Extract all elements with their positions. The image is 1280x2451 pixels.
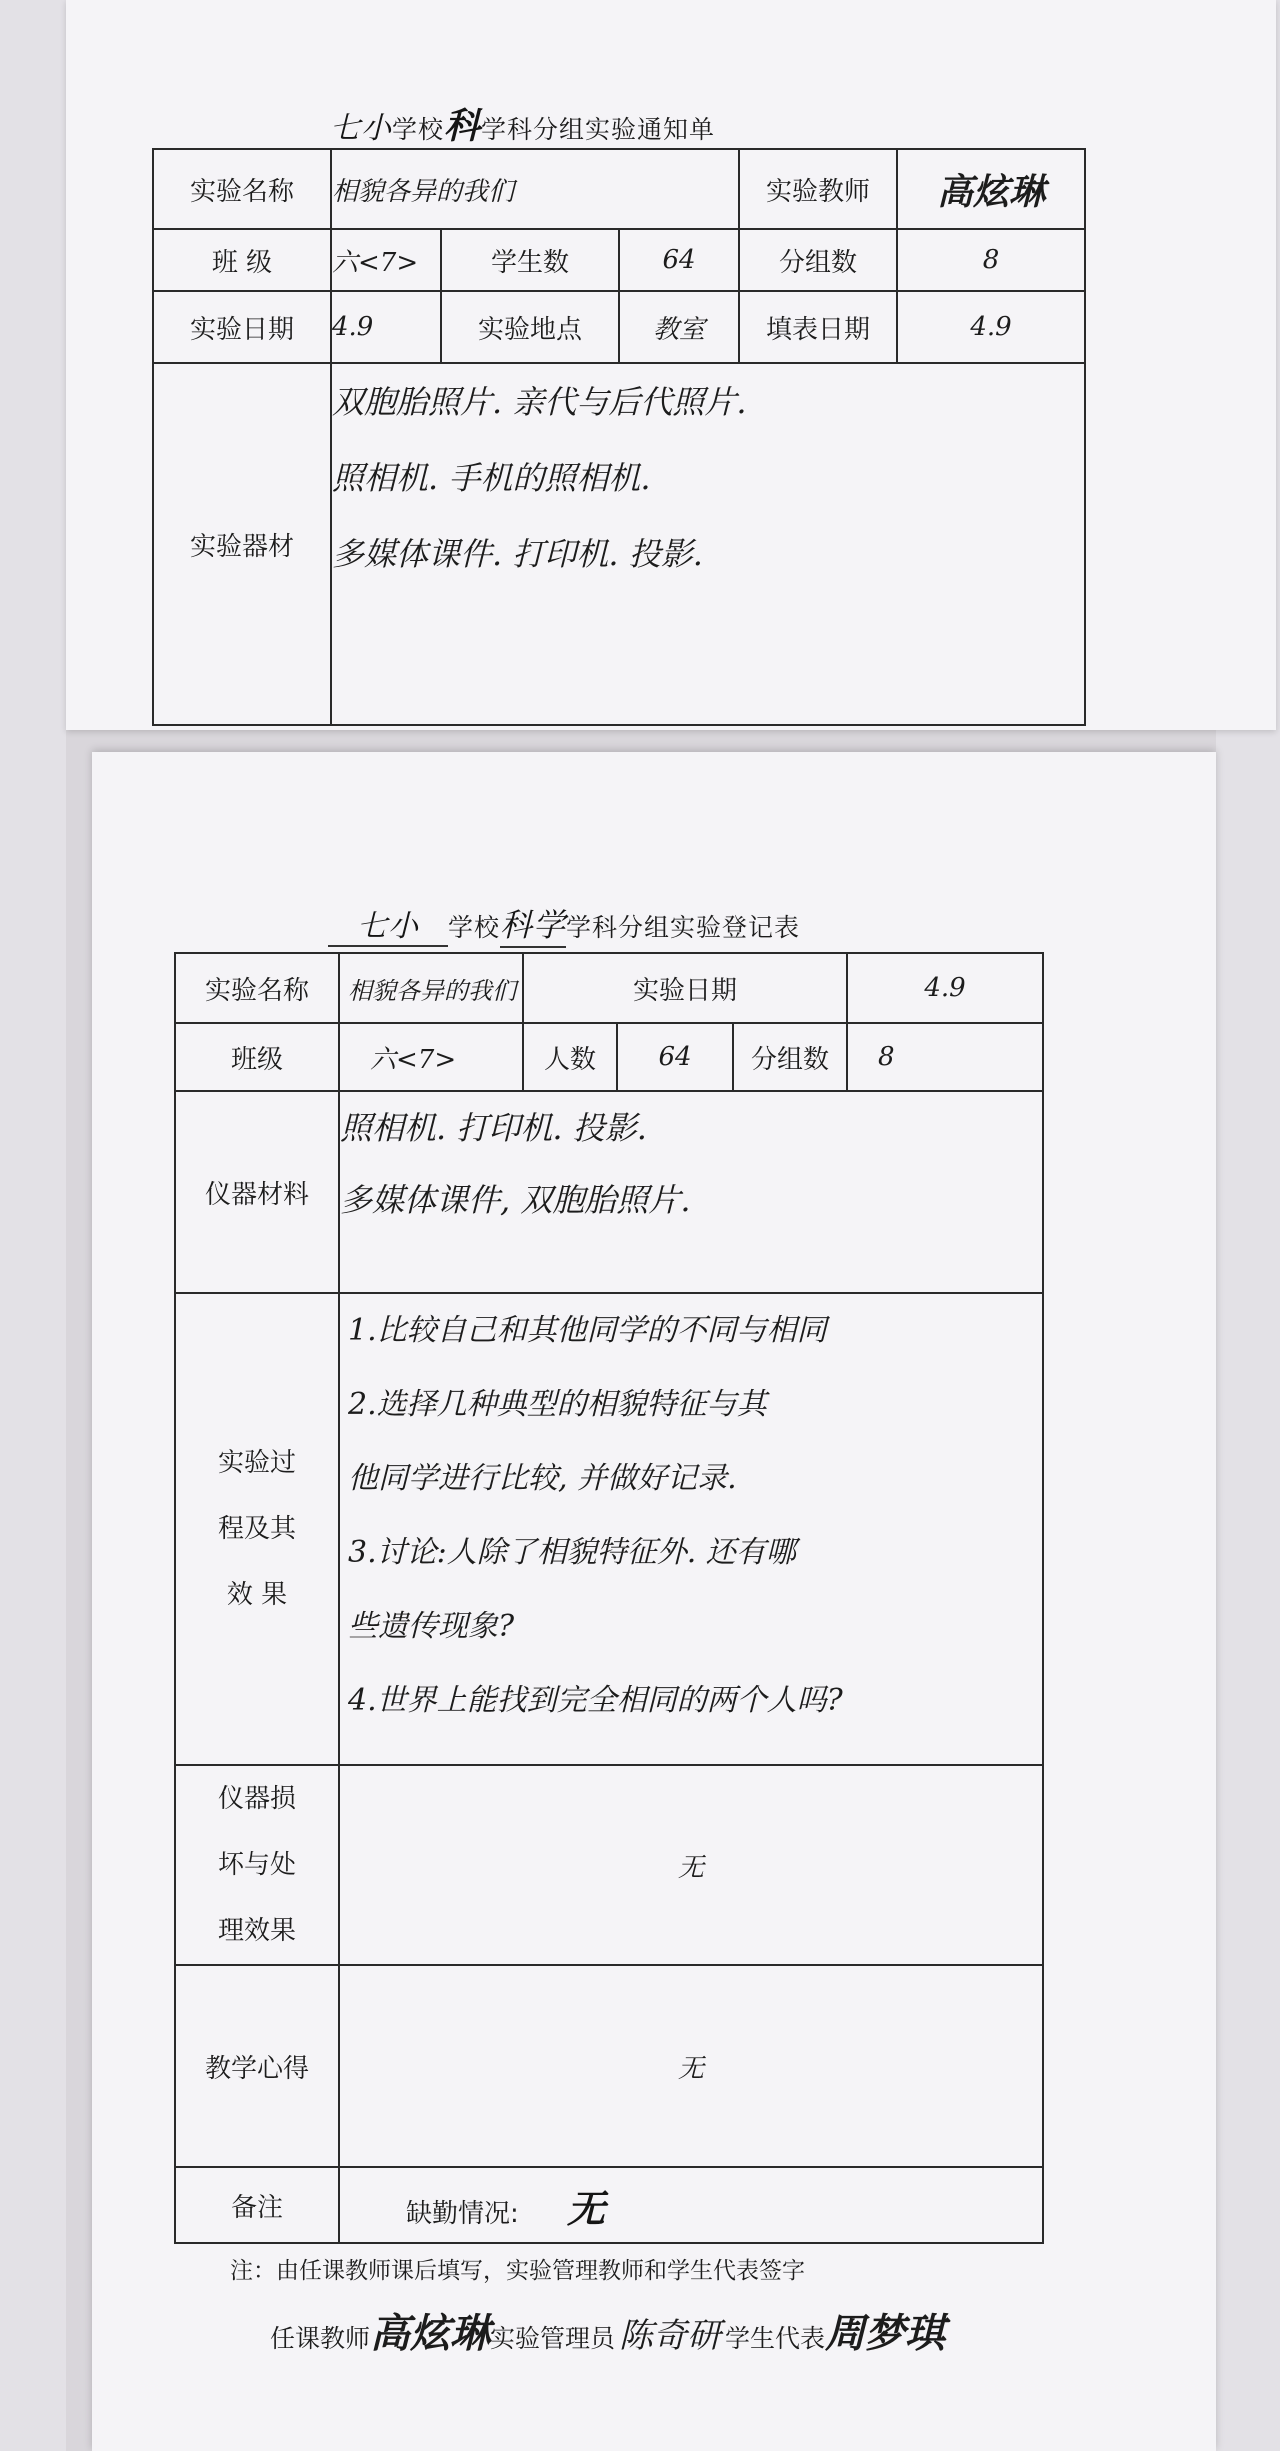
notice-table bbox=[152, 148, 1086, 726]
notice-date-label: 实验日期 bbox=[153, 291, 331, 363]
register-title-subject: 科学 bbox=[500, 900, 566, 948]
register-process-line: 他同学进行比较, 并做好记录. bbox=[348, 1461, 737, 1496]
register-materials-content bbox=[339, 1091, 1043, 1293]
notice-class-label: 班 级 bbox=[153, 229, 331, 291]
register-absence-label: 缺勤情况: bbox=[406, 2198, 519, 2229]
register-name-label: 实验名称 bbox=[175, 953, 339, 1023]
register-materials-label: 仪器材料 bbox=[175, 1091, 339, 1293]
register-damage-label-line: 理效果 bbox=[217, 1916, 296, 1946]
register-process-content bbox=[339, 1293, 1043, 1765]
register-title-school: 七小 bbox=[328, 901, 448, 947]
notice-place-value: 教室 bbox=[619, 291, 739, 363]
student-sign-label: 学生代表 bbox=[725, 2324, 826, 2353]
notice-name-label: 实验名称 bbox=[153, 149, 331, 229]
register-process-line: 4.世界上能找到完全相同的两个人吗? bbox=[348, 1683, 843, 1718]
register-reflection-value: 无 bbox=[339, 1965, 1043, 2167]
notice-sheet bbox=[66, 0, 1276, 730]
register-damage-label-line: 仪器损 bbox=[217, 1784, 296, 1814]
notice-equipment-content bbox=[331, 363, 1085, 725]
student-signature: 周梦琪 bbox=[825, 2310, 946, 2357]
notice-name-value: 相貌各异的我们 bbox=[331, 149, 739, 229]
register-process-label-line: 效 果 bbox=[226, 1580, 288, 1610]
notice-groups-label: 分组数 bbox=[739, 229, 897, 291]
register-process-line: 1.比较自己和其他同学的不同与相同 bbox=[348, 1313, 827, 1348]
register-damage-value: 无 bbox=[339, 1765, 1043, 1965]
register-date-value: 4.9 bbox=[847, 953, 1043, 1023]
register-table bbox=[174, 952, 1044, 2244]
manager-sign-label: 实验管理员 bbox=[490, 2324, 616, 2353]
notice-equipment-line: 照相机. 手机的照相机. bbox=[332, 459, 651, 497]
notice-title-rest: 学科分组实验通知单 bbox=[481, 115, 716, 144]
notice-date-value: 4.9 bbox=[331, 291, 441, 363]
notice-equipment-line: 多媒体课件. 打印机. 投影. bbox=[332, 535, 703, 573]
register-footnote: 注：由任课教师课后填写，实验管理教师和学生代表签字 bbox=[230, 2258, 805, 2284]
register-groups-label: 分组数 bbox=[733, 1023, 847, 1091]
notice-place-label: 实验地点 bbox=[441, 291, 619, 363]
notice-students-label: 学生数 bbox=[441, 229, 619, 291]
register-class-label: 班级 bbox=[175, 1023, 339, 1091]
register-groups-value: 8 bbox=[847, 1023, 1043, 1091]
notice-students-value: 64 bbox=[619, 229, 739, 291]
notice-class-value: 六<7> bbox=[331, 229, 441, 291]
register-process-label bbox=[175, 1293, 339, 1765]
register-materials-line: 照相机. 打印机. 投影. bbox=[340, 1109, 647, 1147]
register-process-label-line: 程及其 bbox=[217, 1514, 296, 1544]
register-absence-value: 无 bbox=[567, 2185, 606, 2231]
register-class-value: 六<7> bbox=[339, 1023, 523, 1091]
register-sheet bbox=[92, 752, 1216, 2451]
register-people-value: 64 bbox=[617, 1023, 733, 1091]
register-signatures bbox=[270, 2302, 945, 2359]
notice-title-school-suffix: 学校 bbox=[392, 115, 445, 144]
register-reflection-label: 教学心得 bbox=[175, 1965, 339, 2167]
register-name-value: 相貌各异的我们 bbox=[339, 953, 523, 1023]
register-process-label-line: 实验过 bbox=[217, 1448, 296, 1478]
notice-fill-date-value: 4.9 bbox=[897, 291, 1085, 363]
manager-signature: 陈奇研 bbox=[619, 2316, 722, 2356]
notice-title bbox=[330, 98, 715, 149]
register-damage-label-line: 坏与处 bbox=[217, 1850, 296, 1880]
notice-fill-date-label: 填表日期 bbox=[739, 291, 897, 363]
register-title-rest: 学科分组实验登记表 bbox=[566, 913, 801, 942]
register-process-line: 些遗传现象? bbox=[348, 1609, 515, 1644]
notice-title-school: 七小 bbox=[330, 111, 392, 146]
notice-equipment-label: 实验器材 bbox=[153, 363, 331, 725]
register-materials-line: 多媒体课件, 双胞胎照片. bbox=[340, 1181, 691, 1219]
notice-title-subject: 科 bbox=[444, 105, 482, 147]
register-title-school-suffix: 学校 bbox=[448, 913, 501, 942]
notice-teacher-label: 实验教师 bbox=[739, 149, 897, 229]
teacher-sign-label: 任课教师 bbox=[270, 2324, 371, 2353]
register-remarks-label: 备注 bbox=[175, 2167, 339, 2243]
register-process-line: 3.讨论:人除了相貌特征外. 还有哪 bbox=[348, 1535, 796, 1570]
notice-equipment-line: 双胞胎照片. 亲代与后代照片. bbox=[332, 383, 747, 421]
background-left bbox=[0, 0, 66, 2451]
register-remarks-content bbox=[339, 2167, 1043, 2243]
register-damage-label bbox=[175, 1765, 339, 1965]
notice-groups-value: 8 bbox=[897, 229, 1085, 291]
teacher-signature: 高炫琳 bbox=[370, 2310, 491, 2357]
register-process-line: 2.选择几种典型的相貌特征与其 bbox=[348, 1387, 767, 1422]
notice-teacher-signature: 高炫琳 bbox=[897, 149, 1085, 229]
register-title bbox=[328, 900, 800, 948]
register-date-label: 实验日期 bbox=[523, 953, 847, 1023]
register-people-label: 人数 bbox=[523, 1023, 617, 1091]
